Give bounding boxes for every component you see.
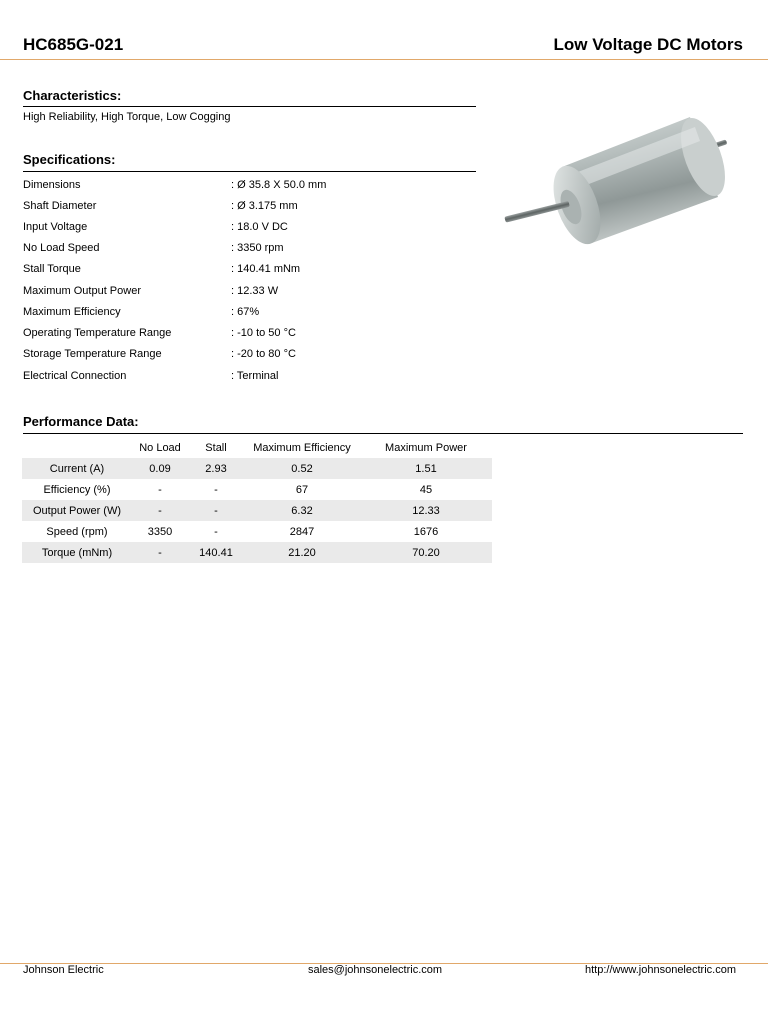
spec-row bbox=[23, 242, 483, 256]
table-cell: 1676 bbox=[413, 525, 439, 538]
table-header-row bbox=[22, 438, 492, 458]
spec-value: : 18.0 V DC bbox=[231, 221, 288, 233]
characteristics-title: Characteristics: bbox=[23, 88, 122, 103]
spec-row bbox=[23, 306, 483, 320]
motor-product-image bbox=[500, 105, 740, 255]
performance-table bbox=[22, 438, 492, 563]
spec-label: Shaft Diameter bbox=[23, 200, 97, 212]
table-cell: 21.20 bbox=[244, 542, 360, 563]
spec-row bbox=[23, 370, 483, 384]
column-header: Maximum Power bbox=[385, 442, 467, 454]
table-cell: 0.52 bbox=[244, 458, 360, 479]
table-cell: - bbox=[214, 483, 218, 496]
product-category: Low Voltage DC Motors bbox=[553, 35, 743, 54]
spec-label: Electrical Connection bbox=[23, 370, 127, 382]
spec-label: Maximum Output Power bbox=[23, 285, 141, 297]
spec-value: : -10 to 50 °C bbox=[231, 327, 296, 339]
table-cell: 2847 bbox=[289, 525, 315, 538]
column-header bbox=[22, 438, 132, 458]
spec-label: Maximum Efficiency bbox=[23, 306, 121, 318]
spec-value: : -20 to 80 °C bbox=[231, 348, 296, 360]
characteristics-rule bbox=[23, 106, 476, 107]
table-row bbox=[22, 479, 492, 500]
spec-value: : 67% bbox=[231, 306, 260, 318]
spec-value: : 3350 rpm bbox=[231, 242, 284, 254]
table-cell: - bbox=[158, 483, 162, 496]
spec-row bbox=[23, 285, 483, 299]
specifications-rule bbox=[23, 171, 476, 172]
spec-label: Stall Torque bbox=[23, 263, 81, 275]
table-row bbox=[22, 521, 492, 542]
table-cell: - bbox=[188, 500, 244, 521]
row-label: Output Power (W) bbox=[22, 500, 132, 521]
spec-row bbox=[23, 263, 483, 277]
table-row bbox=[22, 500, 492, 521]
table-cell: 67 bbox=[295, 483, 309, 496]
table-cell: 70.20 bbox=[360, 542, 492, 563]
table-cell: - bbox=[214, 525, 218, 538]
spec-label: Input Voltage bbox=[23, 221, 88, 233]
spec-value: : 12.33 W bbox=[231, 285, 279, 297]
spec-value: : Terminal bbox=[231, 370, 279, 382]
spec-row bbox=[23, 221, 483, 235]
spec-value: : Ø 35.8 X 50.0 mm bbox=[231, 179, 327, 191]
table-cell: - bbox=[132, 500, 188, 521]
characteristics-text: High Reliability, High Torque, Low Cogging bbox=[23, 111, 231, 123]
table-cell: 45 bbox=[419, 483, 433, 496]
column-header: Maximum Efficiency bbox=[253, 442, 351, 454]
row-label: Torque (mNm) bbox=[22, 542, 132, 563]
spec-label: Operating Temperature Range bbox=[23, 327, 172, 339]
footer-email-link[interactable]: sales@johnsonelectric.com bbox=[308, 964, 443, 976]
spec-row bbox=[23, 348, 483, 362]
spec-row bbox=[23, 179, 483, 193]
specifications-title: Specifications: bbox=[23, 152, 116, 167]
performance-title: Performance Data: bbox=[23, 414, 139, 429]
spec-label: No Load Speed bbox=[23, 242, 100, 254]
footer-company: Johnson Electric bbox=[23, 964, 104, 976]
table-row bbox=[22, 458, 492, 479]
table-row bbox=[22, 542, 492, 563]
spec-row bbox=[23, 200, 483, 214]
performance-rule bbox=[23, 433, 743, 434]
column-header: No Load bbox=[139, 442, 181, 454]
footer-website-link[interactable]: http://www.johnsonelectric.com bbox=[584, 964, 736, 976]
spec-value: : Ø 3.175 mm bbox=[231, 200, 298, 212]
model-number: HC685G-021 bbox=[23, 35, 124, 54]
header-divider bbox=[0, 59, 768, 60]
table-cell: 12.33 bbox=[360, 500, 492, 521]
table-cell: 3350 bbox=[147, 525, 173, 538]
table-cell: 2.93 bbox=[188, 458, 244, 479]
spec-label: Storage Temperature Range bbox=[23, 348, 162, 360]
row-label: Speed (rpm) bbox=[46, 525, 108, 538]
spec-label: Dimensions bbox=[23, 179, 81, 191]
table-cell: 1.51 bbox=[360, 458, 492, 479]
row-label: Efficiency (%) bbox=[43, 483, 111, 496]
table-cell: 140.41 bbox=[188, 542, 244, 563]
row-label: Current (A) bbox=[22, 458, 132, 479]
table-cell: - bbox=[132, 542, 188, 563]
column-header: Stall bbox=[205, 442, 227, 454]
spec-value: : 140.41 mNm bbox=[231, 263, 301, 275]
table-cell: 6.32 bbox=[244, 500, 360, 521]
table-cell: 0.09 bbox=[132, 458, 188, 479]
spec-row bbox=[23, 327, 483, 341]
